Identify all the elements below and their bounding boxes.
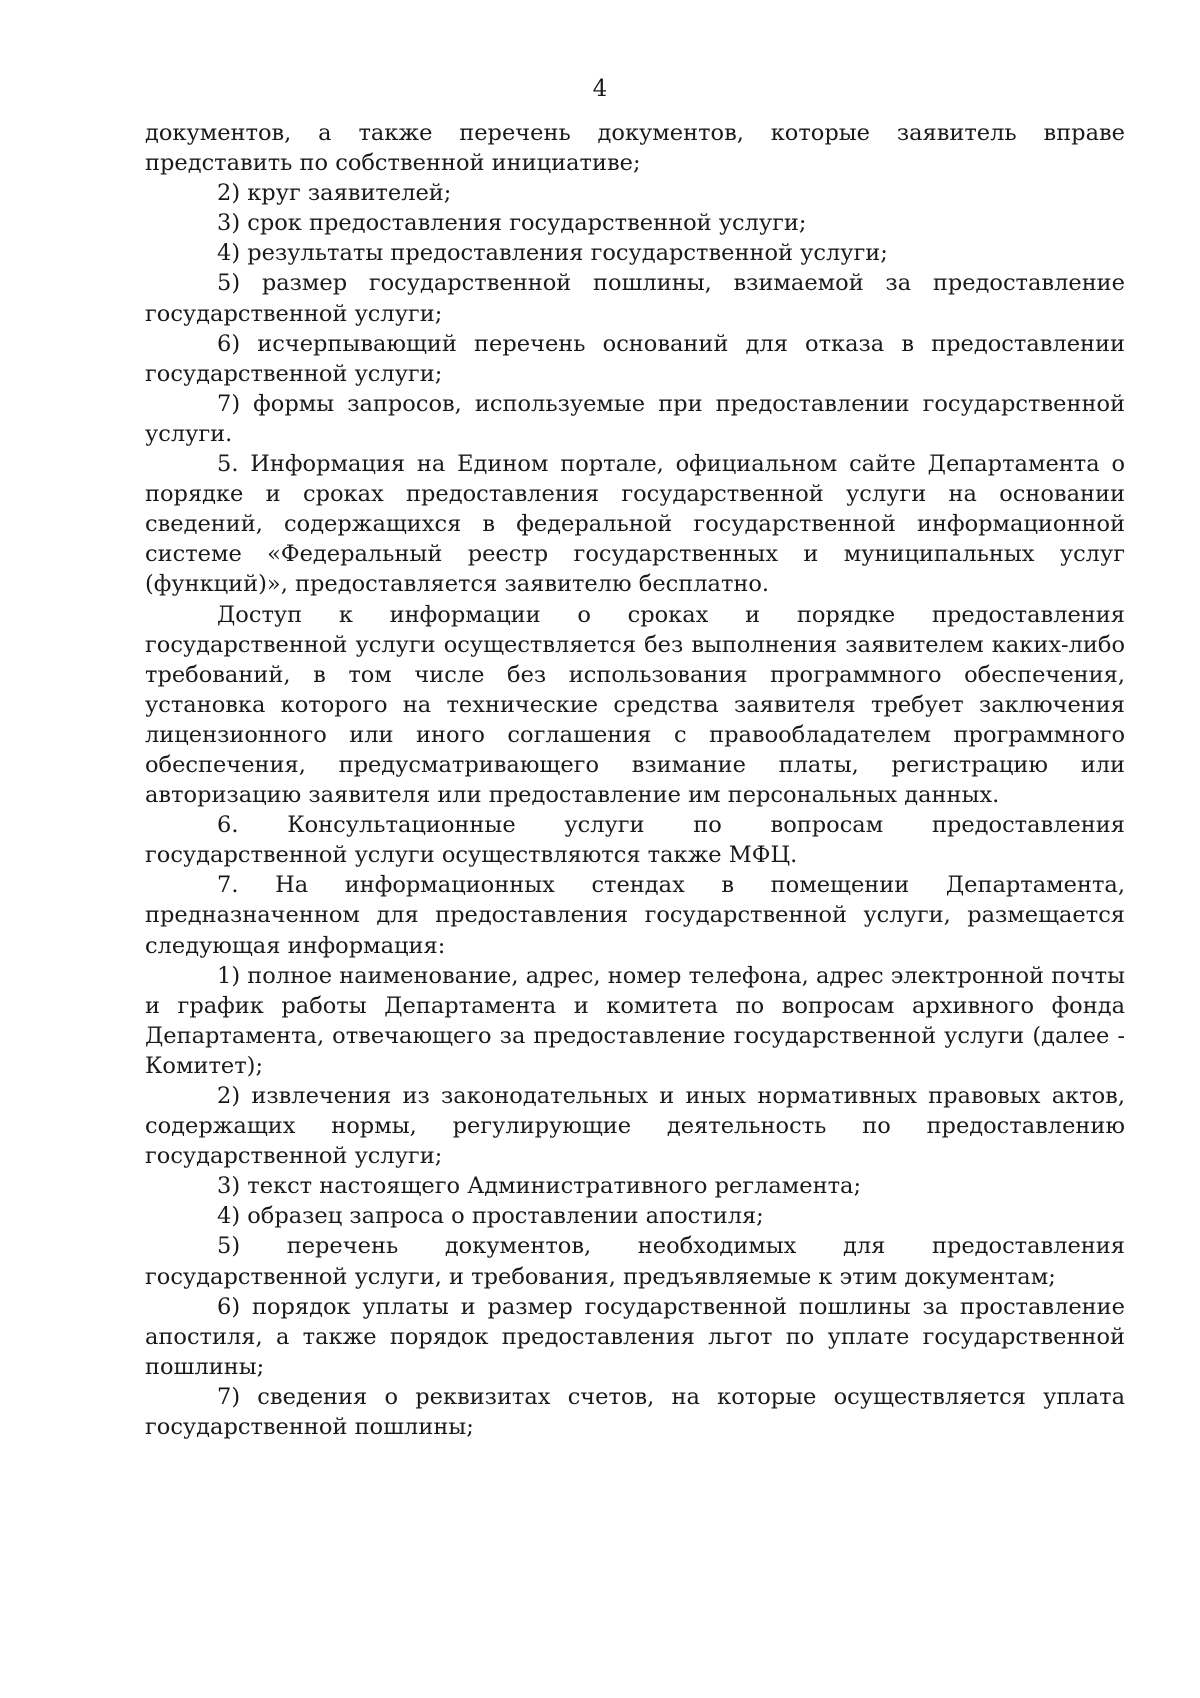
list-item-contacts: 1) полное наименование, адрес, номер телефона, адрес электронной почты и график работы Департамента и комитета по вопросам архивного фонда Департамента, отвечающего за предоставление государственной услуги (далее - Комитет); [145, 962, 1125, 1079]
paragraph-section-5: 5. Информация на Едином портале, официальном сайте Департамента о порядке и сроках предоставления государственной услуги на основании сведений, содержащихся в федеральной государственной информационной системе «Федеральный реестр государственных и муниципальных услуг (функций)», предоставляется заявителю бесплатно. [145, 451, 1125, 598]
list-item-service-term: 3) срок предоставления государственной услуги; [217, 210, 807, 237]
list-item-request-sample: 4) образец запроса о проставлении апостиля; [217, 1203, 764, 1230]
list-item-regulation-text: 3) текст настоящего Административного регламента; [217, 1173, 862, 1200]
page-number: 4 [592, 76, 608, 102]
list-item-request-forms: 7) формы запросов, используемые при предоставлении государственной услуги. [145, 390, 1125, 447]
list-item-service-results: 4) результаты предоставления государственной услуги; [217, 240, 888, 267]
document-body [145, 118, 1125, 1442]
list-item-legal-extracts: 2) извлечения из законодательных и иных нормативных правовых актов, содержащих нормы, регулирующие деятельность по предоставлению государственной услуги; [145, 1083, 1125, 1170]
list-item-refusal-grounds: 6) исчерпывающий перечень оснований для отказа в предоставлении государственной услуги; [145, 330, 1125, 387]
paragraph-section-7: 7. На информационных стендах в помещении Департамента, предназначенном для предоставления государственной услуги, размещается следующая информация: [145, 872, 1125, 959]
list-item-account-details: 7) сведения о реквизитах счетов, на которые осуществляется уплата государственной пошлины; [145, 1383, 1125, 1441]
list-item-applicants: 2) круг заявителей; [217, 180, 452, 207]
list-item-required-documents: 5) перечень документов, необходимых для предоставления государственной услуги, и требования, предъявляемые к этим документам; [145, 1233, 1125, 1290]
paragraph-section-6: 6. Консультационные услуги по вопросам предоставления государственной услуги осуществляются также МФЦ. [145, 812, 1125, 869]
list-item-state-fee: 5) размер государственной пошлины, взимаемой за предоставление государственной услуги; [145, 270, 1125, 327]
paragraph-access: Доступ к информации о сроках и порядке предоставления государственной услуги осуществляется без выполнения заявителем каких-либо требований, в том числе без использования программного обеспечения, установка которого на технические средства заявителя требует заключения лицензионного или иного соглашения с правообладателем программного обеспечения, предусматривающего взимание платы, регистрацию или авторизацию заявителя или предоставление им персональных данных. [145, 601, 1125, 809]
list-item-fee-procedure: 6) порядок уплаты и размер государственной пошлины за проставление апостиля, а также порядок предоставления льгот по уплате государственной пошлины; [145, 1293, 1125, 1380]
paragraph-continuation: документов, а также перечень документов, которые заявитель вправе представить по собственной инициативе; [145, 120, 1125, 177]
